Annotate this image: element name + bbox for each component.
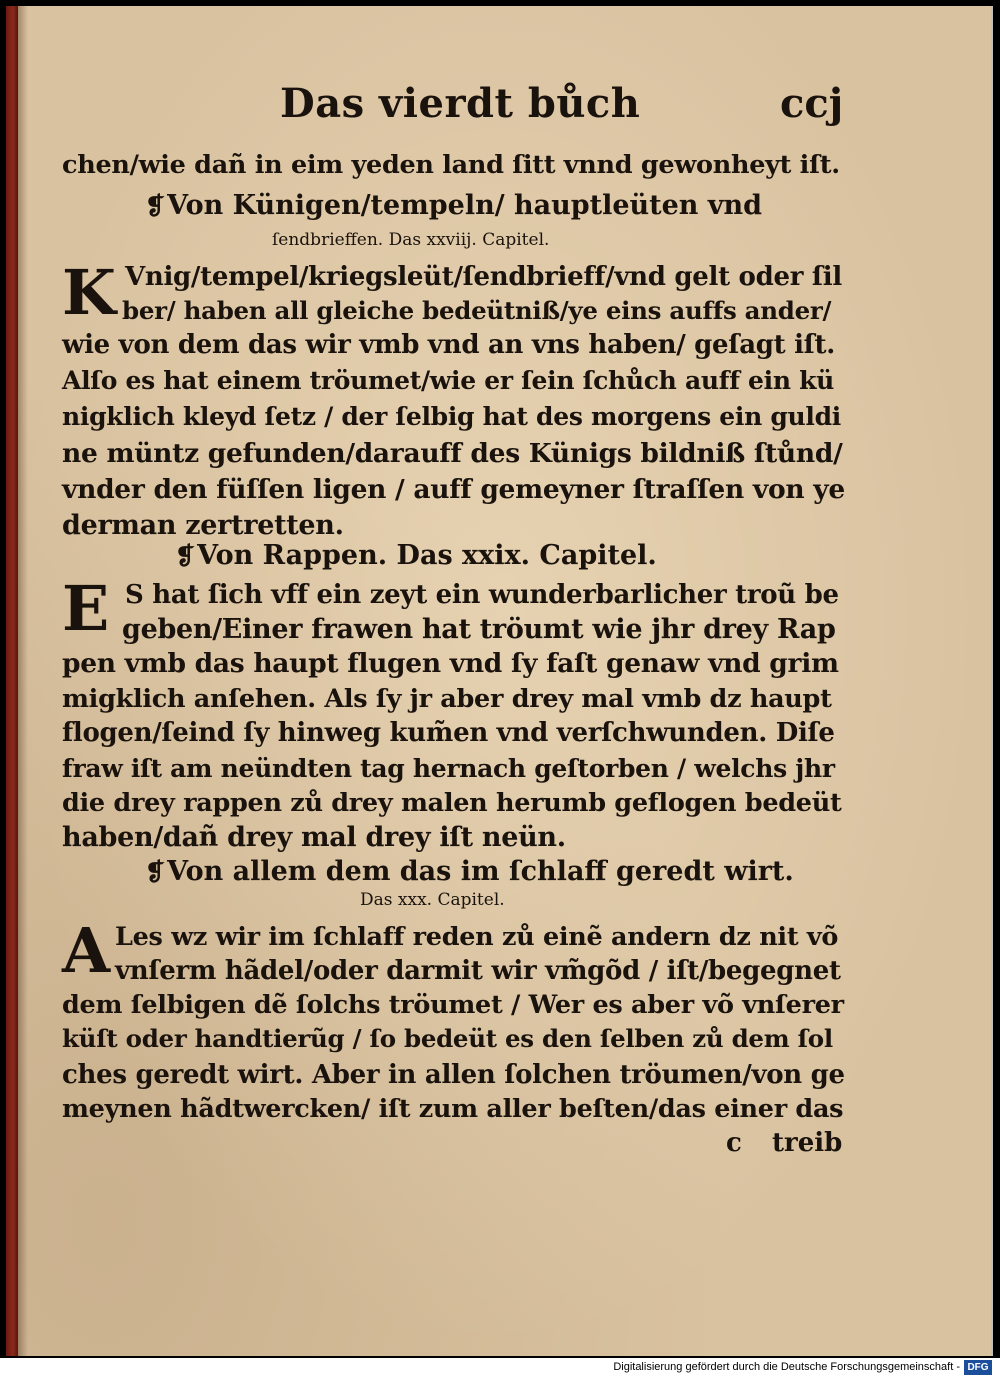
- line-text: ber/ haben all gleiche bedeütniß/ye eins auffs ander/: [122, 296, 832, 325]
- text-line: [122, 296, 831, 325]
- text-line: [62, 366, 834, 395]
- book-spine: [6, 6, 18, 1356]
- text-line: [62, 648, 839, 679]
- chapter-subheading: [360, 890, 505, 910]
- line-text: Von Künigen/tempeln/ hauptleüten vnd: [167, 190, 763, 221]
- drop-initial-e: E: [62, 572, 110, 645]
- text-line: [62, 402, 841, 431]
- line-text: fraw iſt am neündten tag hernach geſtorben / welchs jhr: [62, 754, 835, 783]
- line-text: Von Rappen. Das xxix. Capitel.: [197, 540, 657, 571]
- text-line: [62, 822, 566, 853]
- line-text: dem ſelbigen dẽ ſolchs tröumet / Wer es aber võ vnſerer: [62, 990, 844, 1020]
- chapter-subheading: [272, 230, 549, 250]
- line-text: vnſerm hãdel/oder darmit wir vm̃gõd / iſt/begegnet: [115, 956, 841, 986]
- pilcrow-mark: ❡: [175, 541, 196, 570]
- pilcrow-mark: ❡: [145, 191, 166, 220]
- line-text: Von allem dem das im ſchlaff geredt wirt.: [167, 856, 794, 887]
- drop-initial-a: A: [62, 914, 111, 987]
- gutter-shadow: [18, 6, 28, 1356]
- line-text: nigklich kleyd ſetz / der ſelbig hat des morgens ein guldi: [62, 402, 841, 431]
- line-text: küſt oder handtierũg / ſo bedeüt es den ſelben zů dem ſol: [62, 1024, 833, 1053]
- dfg-logo: DFG: [964, 1360, 992, 1375]
- line-text: die drey rappen zů drey malen herumb geflogen bedeüt: [62, 788, 842, 818]
- line-text: ſendbrieffen. Das xxviij. Capitel.: [272, 230, 550, 250]
- line-text: chen/wie dañ in eim yeden land ſitt vnnd gewonheyt iſt.: [62, 150, 840, 180]
- line-text: wie von dem das wir vmb vnd an vns haben/ geſagt iſt.: [62, 330, 836, 360]
- pilcrow-mark: ❡: [145, 857, 166, 886]
- text-line: [62, 510, 344, 541]
- footer-credit: Digitalisierung gefördert durch die Deutsche Forschungsgemeinschaft -: [613, 1361, 960, 1373]
- line-text: vnder den füſſen ligen / auff gemeyner ſtraſſen von ye: [62, 474, 845, 505]
- line-text: meynen hãdtwercken/ iſt zum aller beſten/das einer das: [62, 1094, 844, 1124]
- drop-initial-k: K: [62, 256, 116, 329]
- text-line: [62, 1094, 843, 1124]
- signature-mark: c: [726, 1128, 742, 1158]
- text-line: [125, 262, 842, 292]
- text-line: [62, 1060, 845, 1090]
- text-line: [62, 788, 841, 818]
- line-text: flogen/ſeind ſy hinweg kum̃en vnd verſchwunden. Diſe: [62, 718, 835, 748]
- text-line: [62, 684, 832, 714]
- catchword: treib: [772, 1128, 843, 1158]
- text-line: [125, 580, 839, 610]
- text-line: [122, 614, 836, 645]
- running-head: Das vierdt bůch: [280, 80, 641, 127]
- folio-number: ccj: [780, 80, 844, 127]
- line-text: haben/dañ drey mal drey iſt neün.: [62, 822, 566, 853]
- line-text: ches geredt wirt. Aber in allen ſolchen tröumen/von ge: [62, 1060, 845, 1090]
- line-text: Alſo es hat einem tröumet/wie er ſein ſchůch auff ein kü: [62, 366, 835, 395]
- line-text: Das xxx. Capitel.: [360, 890, 505, 910]
- line-text: geben/Einer frawen hat tröumt wie jhr drey Rap: [122, 614, 836, 645]
- text-line: [62, 330, 835, 360]
- line-text: migklich anſehen. Als ſy jr aber drey mal vmb dz haupt: [62, 684, 832, 714]
- text-line: [115, 922, 838, 952]
- line-text: pen vmb das haupt flugen vnd ſy faſt genaw vnd grim: [62, 648, 839, 679]
- line-text: derman zertretten.: [62, 510, 344, 541]
- text-line: [62, 718, 835, 748]
- line-text: ne müntz gefunden/darauff des Künigs bildniß ſtůnd/: [62, 438, 843, 469]
- text-line: [62, 754, 835, 783]
- text-line: [62, 1024, 833, 1053]
- chapter-heading: [145, 856, 794, 887]
- line-text: Vnig/tempel/kriegsleüt/ſendbrieff/vnd gelt oder ſil: [125, 262, 842, 292]
- line-text: Les wz wir im ſchlaff reden zů einẽ andern dz nit võ: [115, 922, 839, 952]
- line-text: S hat ſich vff ein zeyt ein wunderbarlicher troũ be: [125, 580, 839, 610]
- text-line: [62, 474, 845, 505]
- text-line: [62, 438, 842, 469]
- chapter-heading: [145, 190, 762, 221]
- text-line: [115, 956, 841, 986]
- chapter-heading: [175, 540, 657, 571]
- text-line: [62, 990, 844, 1020]
- text-line: [62, 150, 840, 180]
